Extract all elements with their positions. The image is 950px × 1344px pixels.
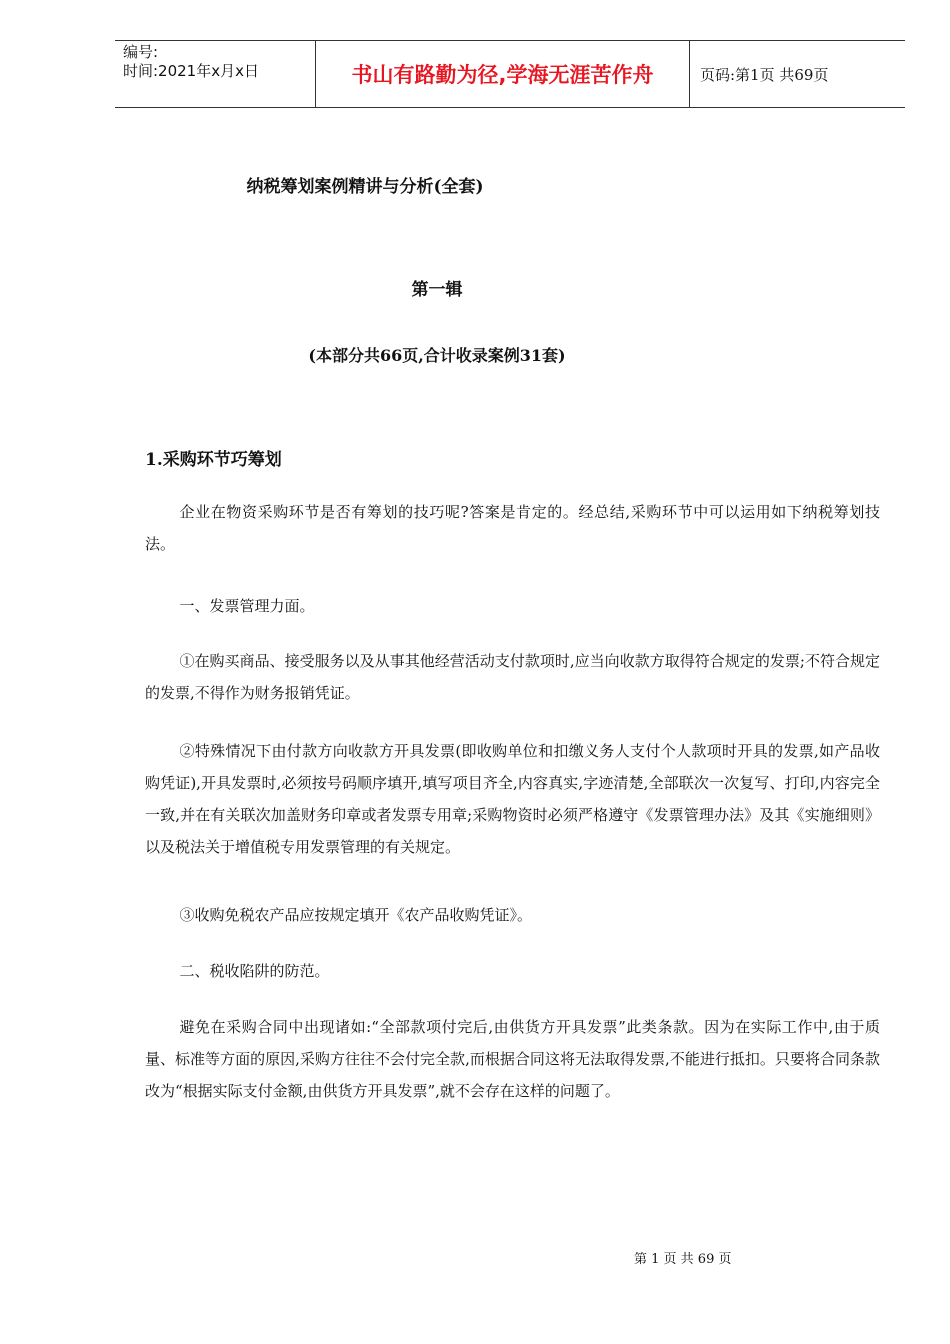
header-motto: 书山有路勤为径,学海无涯苦作舟 [316, 41, 690, 107]
paragraph-item-2: ②特殊情况下由付款方向收款方开具发票(即收购单位和扣缴义务人支付个人款项时开具的发票,如产品收购凭证),开具发票时,必须按号码顺序填开,填写项目齐全,内容真实,字迹清楚,全部联次一次复写、打印,内容完全一致,并在有关联次加盖财务印章或者发票专用章;采购物资时必须严格遵守《发票管理办法》及其《实施细则》以及税法关于增值税专用发票管理的有关规定。 [145, 742, 880, 856]
part-note: (本部分共66页,合计收录案例31套) [308, 346, 566, 365]
paragraph-item-1: ①在购买商品、接受服务以及从事其他经营活动支付款项时,应当向收款方取得符合规定的发票;不符合规定的发票,不得作为财务报销凭证。 [145, 652, 880, 702]
number-label: 编号: [123, 43, 159, 61]
paragraph-item-3: ③收购免税农产品应按规定填开《农产品收购凭证》。 [179, 906, 533, 924]
paragraph-heading-invoice: 一、发票管理力面。 [179, 597, 315, 615]
time-label: 时间:2021年x月x日 [123, 62, 259, 80]
paragraph-intro: 企业在物资采购环节是否有筹划的技巧呢?答案是肯定的。经总结,采购环节中可以运用如下纳税筹划技法。 [145, 503, 880, 553]
paragraph-trap-body: 避免在采购合同中出现诸如:“全部款项付完后,由供货方开具发票”此类条款。因为在实际工作中,由于质量、标准等方面的原因,采购方往往不会付完全款,而根据合同这将无法取得发票,不能进行抵扣。只要将合同条款改为“根据实际支付金额,由供货方开具发票”,就不会存在这样的问题了。 [145, 1018, 880, 1100]
document-title: 纳税筹划案例精讲与分析(全套) [246, 177, 484, 197]
paragraph-heading-trap: 二、税收陷阱的防范。 [179, 962, 330, 980]
header-meta [115, 41, 316, 107]
page-header [115, 40, 905, 108]
header-page-info: 页码:第1页 共69页 [700, 65, 829, 84]
page-footer: 第 1 页 共 69 页 [634, 1252, 732, 1267]
part-title: 第一辑 [411, 280, 463, 300]
section-heading: 1.采购环节巧筹划 [145, 450, 282, 470]
